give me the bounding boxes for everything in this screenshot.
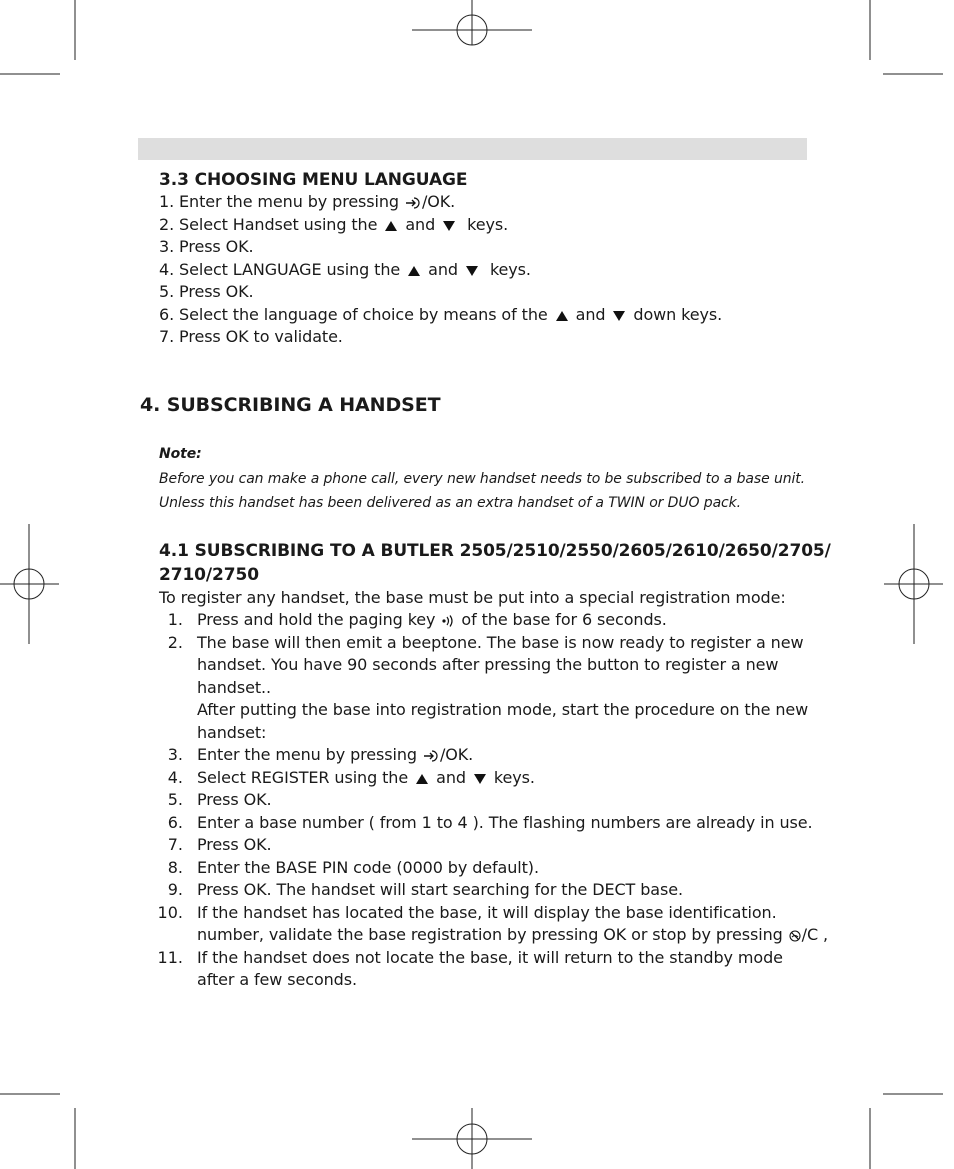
list-item-line: The base will then emit a beeptone. The base is now ready to register a new <box>197 633 804 652</box>
list-item <box>159 214 508 236</box>
list-item: Enter a base number ( from 1 to 4 ). The flashing numbers are already in use. <box>197 813 813 832</box>
list-item-line: After putting the base into registration mode, start the procedure on the new <box>197 700 809 719</box>
step-text-and: and <box>428 260 458 279</box>
step-text: Select REGISTER using the <box>197 768 409 787</box>
step-number: 11. <box>157 948 183 967</box>
section-4-1-heading-cont: 2710/2750 <box>159 565 259 585</box>
menu-key-icon <box>422 749 440 763</box>
list-item <box>197 767 535 789</box>
step-text: 1. Enter the menu by pressing <box>159 192 399 211</box>
note-text: Unless this handset has been delivered as an extra handset of a TWIN or DUO pack. <box>159 495 741 511</box>
step-number: 5. <box>167 790 183 809</box>
section-3-3-heading: 3.3 CHOOSING MENU LANGUAGE <box>159 170 468 190</box>
list-item <box>159 259 531 281</box>
list-item: Press OK. <box>197 790 272 809</box>
list-item <box>197 609 667 631</box>
step-text-suffix: keys. <box>489 260 531 279</box>
section-4-heading: 4. SUBSCRIBING A HANDSET <box>140 394 441 416</box>
list-item <box>159 304 722 326</box>
step-text-suffix: /OK. <box>439 745 474 764</box>
step-number: 4. <box>167 768 183 787</box>
step-text-suffix: of the base for 6 seconds. <box>461 610 667 629</box>
paging-key-icon <box>440 614 456 628</box>
up-arrow-key-icon <box>385 221 397 231</box>
down-arrow-key-icon <box>474 774 486 784</box>
list-item: Press OK. <box>197 835 272 854</box>
step-text-and: and <box>575 305 606 324</box>
step-text: Enter the menu by pressing <box>197 745 417 764</box>
list-item: 7. Press OK to validate. <box>159 327 343 346</box>
step-text-suffix: keys. <box>467 215 509 234</box>
up-arrow-key-icon <box>408 266 420 276</box>
list-item <box>197 744 473 766</box>
step-number: 1. <box>167 610 183 629</box>
step-number: 8. <box>167 858 183 877</box>
list-item-line: handset. You have 90 seconds after pressing the button to register a new <box>197 655 779 674</box>
note-label: Note: <box>159 446 202 462</box>
note-text: Before you can make a phone call, every new handset needs to be subscribed to a base unit. <box>159 471 806 487</box>
step-text-suffix: keys. <box>493 768 535 787</box>
step-text-suffix: /C , <box>801 925 829 944</box>
intro-text: To register any handset, the base must be put into a special registration mode: <box>159 588 786 607</box>
list-item-line: after a few seconds. <box>197 970 357 989</box>
down-arrow-key-icon <box>466 266 478 276</box>
list-item-line: handset.. <box>197 678 271 697</box>
list-item <box>159 191 455 213</box>
list-item-line: If the handset has located the base, it will display the base identification. <box>197 903 777 922</box>
step-text-suffix: down keys. <box>633 305 723 324</box>
section-4-1-heading: 4.1 SUBSCRIBING TO A BUTLER 2505/2510/2550/2605/2610/2650/2705/ <box>159 541 831 561</box>
up-arrow-key-icon <box>556 311 568 321</box>
step-text-and: and <box>436 768 466 787</box>
list-item-line <box>197 924 828 946</box>
step-text: 6. Select the language of choice by means of the <box>159 305 548 324</box>
step-text: number, validate the base registration by pressing OK or stop by pressing <box>197 925 783 944</box>
list-item-line: If the handset does not locate the base, it will return to the standby mode <box>197 948 783 967</box>
list-item: Enter the BASE PIN code (0000 by default). <box>197 858 539 877</box>
up-arrow-key-icon <box>416 774 428 784</box>
menu-key-icon <box>404 196 422 210</box>
step-number: 10. <box>157 903 183 922</box>
down-arrow-key-icon <box>443 221 455 231</box>
step-text: Press and hold the paging key <box>197 610 436 629</box>
down-arrow-key-icon <box>613 311 625 321</box>
list-item: 5. Press OK. <box>159 282 254 301</box>
step-number: 6. <box>167 813 183 832</box>
step-number: 9. <box>167 880 183 899</box>
list-item-line: handset: <box>197 723 267 742</box>
step-text: 2. Select Handset using the <box>159 215 378 234</box>
list-item: 3. Press OK. <box>159 237 254 256</box>
step-text-and: and <box>405 215 436 234</box>
step-number: 3. <box>167 745 183 764</box>
step-number: 7. <box>167 835 183 854</box>
list-item: Press OK. The handset will start searching for the DECT base. <box>197 880 683 899</box>
end-call-key-icon <box>788 929 802 943</box>
step-number: 2. <box>167 633 183 652</box>
step-text: 4. Select LANGUAGE using the <box>159 260 401 279</box>
step-text-suffix: /OK. <box>421 192 456 211</box>
